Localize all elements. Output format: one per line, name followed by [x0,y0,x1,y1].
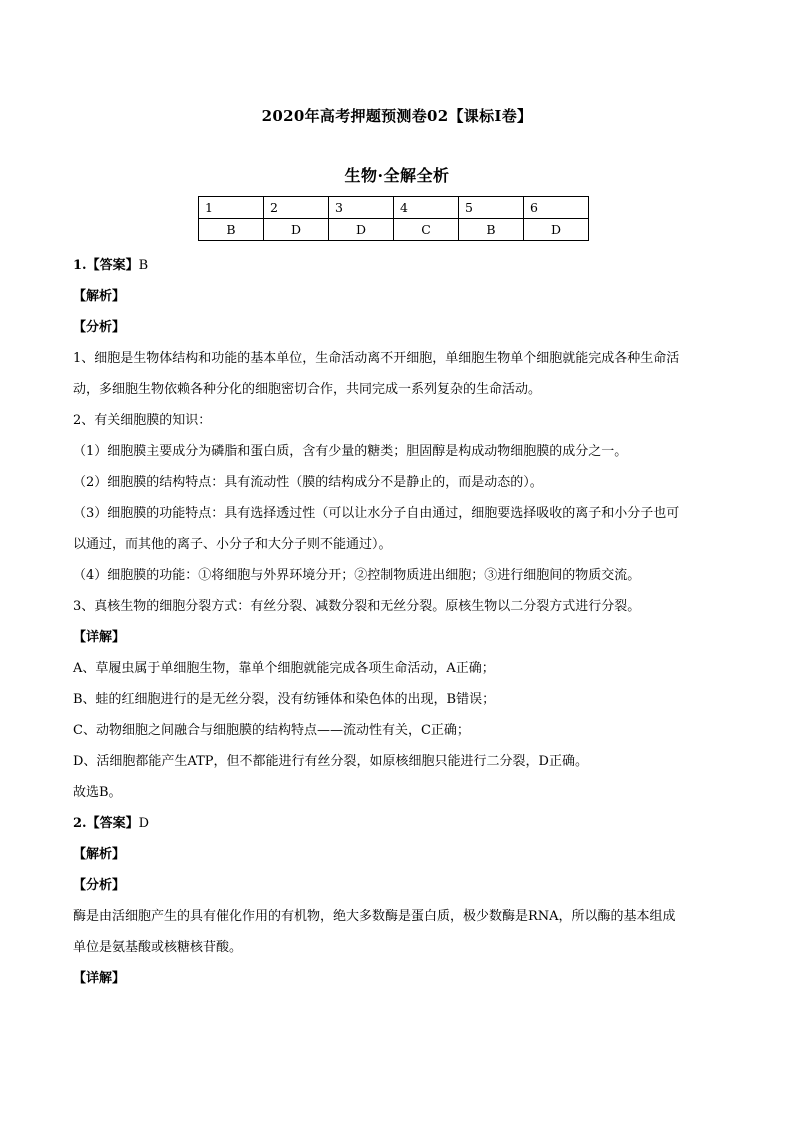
document-subtitle: 生物·全解全析 [344,166,450,185]
q1-analysis-line: 2、有关细胞膜的知识： [73,413,212,428]
answer-cell: B [459,219,524,241]
q1-detail-line: C、动物细胞之间融合与细胞膜的结构特点——流动性有关，C正确； [73,723,470,738]
q1-analysis-line: （4）细胞膜的功能：①将细胞与外界环境分开；②控制物质进出细胞；③进行细胞间的物质交流。 [73,568,641,583]
q2-analysis-tag: 【解析】 [73,847,126,862]
answer-cell: D [329,219,394,241]
q1-number: 1. [73,258,87,273]
document-title: 2020年高考押题预测卷02【课标I卷】 [261,107,533,125]
document-body [73,250,723,994]
q1-conclusion: 故选B。 [73,785,122,800]
q2-detail-tag: 【详解】 [73,971,126,986]
q1-analysis-line: 动，多细胞生物依赖各种分化的细胞密切合作，共同完成一系列复杂的生命活动。 [73,382,542,397]
q2-analysis-line: 单位是氨基酸或核糖核苷酸。 [73,940,243,955]
q1-answer-heading [73,250,723,281]
answer-cell: D [524,219,589,241]
q1-analysis-line: （2）细胞膜的结构特点：具有流动性（膜的结构成分不是静止的，而是动态的）。 [73,475,543,490]
q1-analysis-line: 以通过，而其他的离子、小分子和大分子则不能通过）。 [73,537,392,552]
q1-answer-tag: 【答案】 [86,258,139,273]
question-number-cell: 3 [329,197,394,219]
q1-detail-tag: 【详解】 [73,630,126,645]
q1-analysis-line: （1）细胞膜主要成分为磷脂和蛋白质，含有少量的糖类；胆固醇是构成动物细胞膜的成分之一。 [73,444,628,459]
question-number-cell: 6 [524,197,589,219]
q2-number: 2. [73,816,87,831]
q2-fenxi-tag: 【分析】 [73,878,126,893]
answer-cell: D [264,219,329,241]
question-number-cell: 4 [394,197,459,219]
q1-detail-line: A、草履虫属于单细胞生物，靠单个细胞就能完成各项生命活动，A正确； [73,661,495,676]
q1-answer-value: B [138,258,149,273]
q1-detail-line: D、活细胞都能产生ATP，但不都能进行有丝分裂，如原核细胞只能进行二分裂，D正确。 [73,754,588,769]
answer-table [198,196,589,241]
q2-answer-value: D [138,816,150,831]
q1-fenxi-tag: 【分析】 [73,320,126,335]
q2-answer-heading [73,808,723,839]
q1-analysis-tag: 【解析】 [73,289,126,304]
question-number-cell: 1 [199,197,264,219]
q2-analysis-line: 酶是由活细胞产生的具有催化作用的有机物，绝大多数酶是蛋白质，极少数酶是RNA，所以酶的基本组成 [73,909,676,924]
answer-table-numbers-row [199,197,589,219]
question-number-cell: 5 [459,197,524,219]
q2-answer-tag: 【答案】 [86,816,139,831]
answer-table-answers-row [199,219,589,241]
answer-cell: B [199,219,264,241]
q1-detail-line: B、蛙的红细胞进行的是无丝分裂，没有纺锤体和染色体的出现，B错误； [73,692,496,707]
answer-cell: C [394,219,459,241]
q1-analysis-line: （3）细胞膜的功能特点：具有选择透过性（可以让水分子自由通过，细胞要选择吸收的离子和小分子也可 [73,506,680,521]
question-number-cell: 2 [264,197,329,219]
q1-analysis-line: 1、细胞是生物体结构和功能的基本单位，生命活动离不开细胞，单细胞生物单个细胞就能完成各种生命活 [73,351,680,366]
q1-analysis-line: 3、真核生物的细胞分裂方式：有丝分裂、减数分裂和无丝分裂。原核生物以二分裂方式进行分裂。 [73,599,641,614]
